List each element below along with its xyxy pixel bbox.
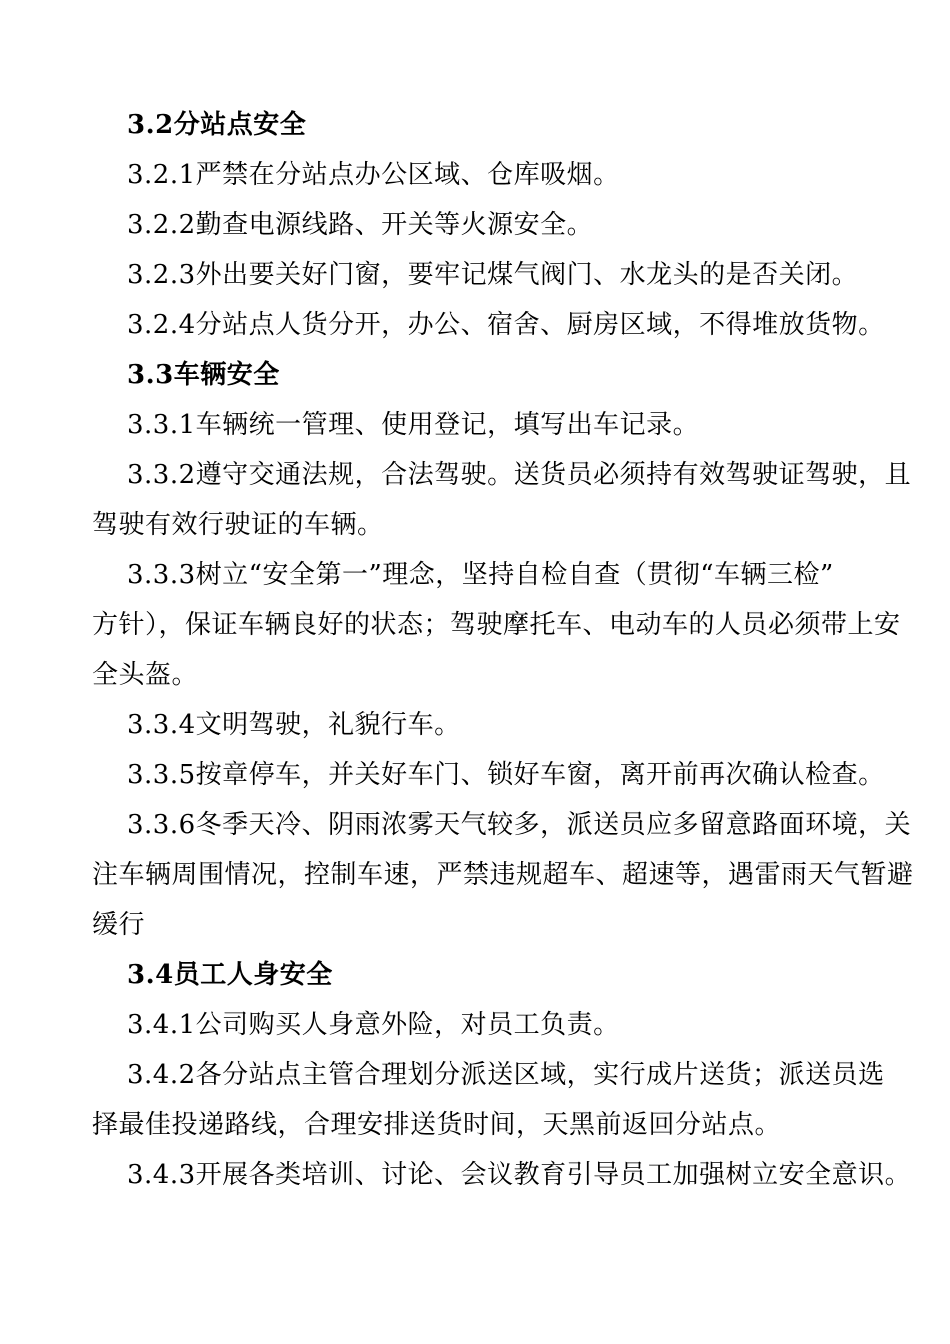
clause (92, 1000, 862, 1050)
section-heading: 3.3车辆安全 (127, 360, 280, 390)
clause-text-line: 全头盔。 (92, 660, 199, 690)
clause-text-line: 3.3.3树立“安全第一”理念，坚持自检自查（贯彻“车辆三检” (127, 560, 834, 590)
section-heading: 3.2分站点安全 (127, 110, 307, 140)
clause (92, 250, 862, 300)
clause-text-line: 方针），保证车辆良好的状态；驾驶摩托车、电动车的人员必须带上安 (92, 610, 901, 640)
clause-text-line: 3.4.1公司购买人身意外险，对员工负责。 (127, 1010, 620, 1040)
clause-text-line: 3.3.1车辆统一管理、使用登记，填写出车记录。 (127, 410, 700, 440)
clause-text-line: 注车辆周围情况，控制车速，严禁违规超车、超速等，遇雷雨天气暂避 (92, 860, 914, 890)
clause-text-line: 3.3.5按章停车，并关好车门、锁好车窗，离开前再次确认检查。 (127, 760, 885, 790)
clause-text-line: 3.4.2各分站点主管合理划分派送区域，实行成片送货；派送员选 (127, 1060, 885, 1090)
section-heading: 3.4员工人身安全 (127, 960, 333, 990)
clause-text-line: 3.2.4分站点人货分开，办公、宿舍、厨房区域，不得堆放货物。 (127, 310, 885, 340)
clause (92, 150, 862, 200)
document-body (92, 100, 914, 1200)
clause-text-line: 3.2.2勤查电源线路、开关等火源安全。 (127, 210, 594, 240)
clause (92, 1150, 912, 1200)
clause (92, 700, 862, 750)
clause (92, 450, 912, 550)
clause-text-line: 择最佳投递路线，合理安排送货时间，天黑前返回分站点。 (92, 1110, 782, 1140)
clause-text-line: 3.4.3开展各类培训、讨论、会议教育引导员工加强树立安全意识。 (127, 1160, 912, 1190)
clause-text-line: 3.2.1严禁在分站点办公区域、仓库吸烟。 (127, 160, 620, 190)
clause-text-line: 缓行 (92, 910, 146, 940)
clause (92, 400, 862, 450)
clause (92, 750, 885, 800)
clause-text-line: 3.2.3外出要关好门窗，要牢记煤气阀门、水龙头的是否关闭。 (127, 260, 859, 290)
clause-text-line: 3.3.2遵守交通法规，合法驾驶。送货员必须持有效驾驶证驾驶，且 (127, 460, 912, 490)
clause (92, 200, 862, 250)
clause (92, 300, 885, 350)
clause (92, 550, 901, 700)
clause (92, 1050, 885, 1150)
clause-text-line: 3.3.6冬季天冷、阴雨浓雾天气较多，派送员应多留意路面环境，关 (127, 810, 912, 840)
clause-text-line: 驾驶有效行驶证的车辆。 (92, 510, 384, 540)
clause-text-line: 3.3.4文明驾驶，礼貌行车。 (127, 710, 461, 740)
clause (92, 800, 914, 950)
